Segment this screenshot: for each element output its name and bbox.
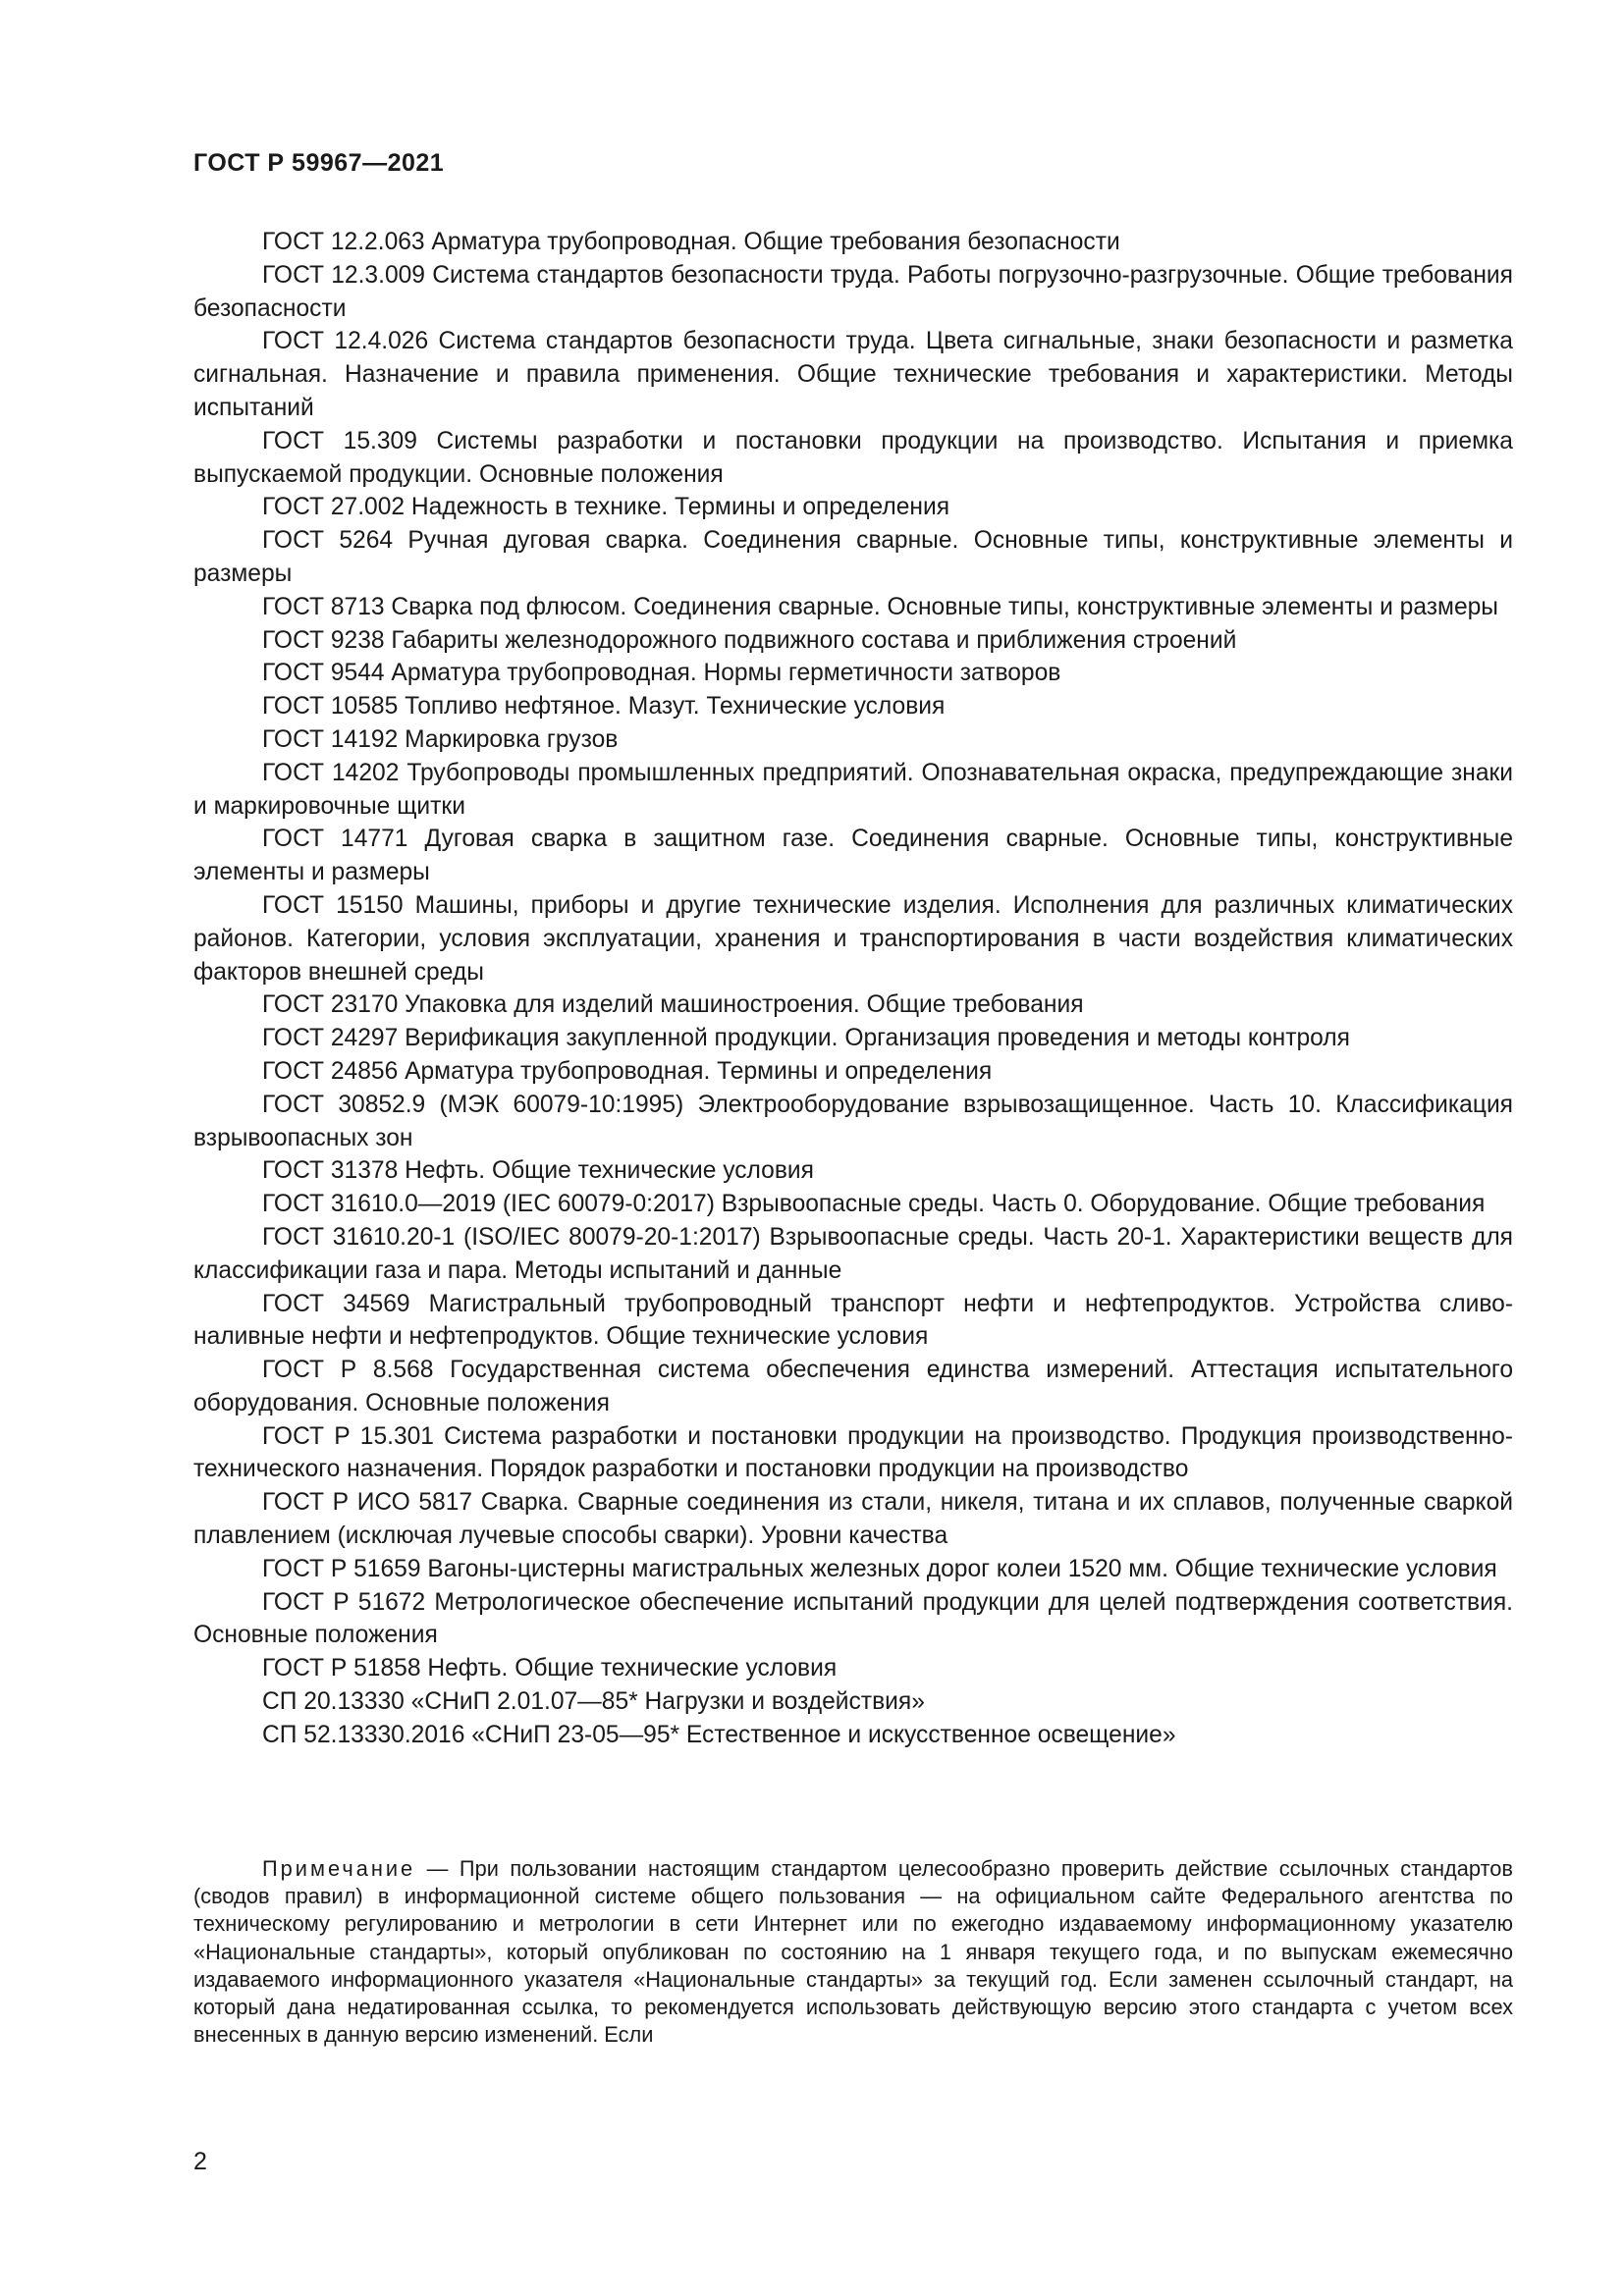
- reference-entry: ГОСТ 15.309 Системы разработки и постановки продукции на производство. Испытания и приемка выпускаемой продукции. Основные положения: [193, 427, 1513, 488]
- reference-entry: ГОСТ 14192 Маркировка грузов: [262, 725, 619, 753]
- reference-entry: ГОСТ Р 15.301 Система разработки и постановки продукции на производство. Продукция производственно-технического назначения. Порядок разработки и постановки продукции на производство: [193, 1422, 1513, 1483]
- reference-entry: ГОСТ 31610.20-1 (ISO/IEC 80079-20-1:2017) Взрывоопасные среды. Часть 20-1. Характеристики веществ для классификации газа и пара. Методы испытаний и данные: [193, 1223, 1513, 1284]
- reference-entry: ГОСТ 12.3.009 Система стандартов безопасности труда. Работы погрузочно-разгрузочные. Общие требования безопасности: [193, 261, 1513, 322]
- reference-entry: ГОСТ Р 51659 Вагоны-цистерны магистральных железных дорог колеи 1520 мм. Общие технические условия: [262, 1555, 1497, 1582]
- reference-entry: ГОСТ Р 51672 Метрологическое обеспечение испытаний продукции для целей подтверждения соответствия. Основные положения: [193, 1588, 1513, 1649]
- reference-entry: ГОСТ 31610.0—2019 (IEC 60079-0:2017) Взрывоопасные среды. Часть 0. Оборудование. Общие требования: [262, 1191, 1486, 1218]
- reference-entry: ГОСТ 9238 Габариты железнодорожного подвижного состава и приближения строений: [262, 626, 1237, 654]
- reference-entry: ГОСТ 15150 Машины, приборы и другие технические изделия. Исполнения для различных климатических районов. Категории, условия эксплуатации, хранения и транспортирования в части воздействия климатических факторов внешней среды: [193, 891, 1513, 986]
- reference-entry: ГОСТ 14771 Дуговая сварка в защитном газе. Соединения сварные. Основные типы, конструктивные элементы и размеры: [193, 826, 1513, 886]
- reference-entry: СП 20.13330 «СНиП 2.01.07—85* Нагрузки и воздействия»: [262, 1688, 925, 1716]
- reference-entry: ГОСТ 31378 Нефть. Общие технические условия: [262, 1157, 814, 1185]
- reference-entry: ГОСТ 23170 Упаковка для изделий машиностроения. Общие требования: [262, 991, 1084, 1019]
- reference-entry: ГОСТ 34569 Магистральный трубопроводный транспорт нефти и нефтепродуктов. Устройства сливо-наливные нефти и нефтепродуктов. Общие технические условия: [193, 1290, 1513, 1351]
- reference-entry: ГОСТ Р 51858 Нефть. Общие технические условия: [262, 1655, 838, 1682]
- note-label: Примечание: [262, 1856, 416, 1881]
- reference-entry: ГОСТ 14202 Трубопроводы промышленных предприятий. Опознавательная окраска, предупреждающие знаки и маркировочные щитки: [193, 759, 1513, 820]
- reference-entry: ГОСТ 24297 Верификация закупленной продукции. Организация проведения и методы контроля: [262, 1025, 1350, 1052]
- reference-entry: СП 52.13330.2016 «СНиП 23-05—95* Естественное и искусственное освещение»: [262, 1721, 1176, 1748]
- reference-entry: ГОСТ 8713 Сварка под флюсом. Соединения сварные. Основные типы, конструктивные элементы и размеры: [262, 593, 1498, 620]
- note-text: — При пользовании настоящим стандартом целесообразно проверить действие ссылочных стандартов (сводов правил) в информационной системе общего пользования — на официальном сайте Федерального агентства по техническому регулированию и метрологии в сети Интернет или по ежегодно издаваемому информационному указателю «Национальные стандарты», который опубликован по состоянию на 1 января текущего года, и по выпускам ежемесячно издаваемого информационного указателя «Национальные стандарты» за текущий год. Если заменен ссылочный стандарт, на который дана недатированная ссылка, то рекомендуется использовать действующую версию этого стандарта с учетом всех внесенных в данную версию изменений. Если: [193, 1856, 1513, 2048]
- reference-entry: ГОСТ 9544 Арматура трубопроводная. Нормы герметичности затворов: [262, 660, 1061, 687]
- reference-entry: ГОСТ Р 8.568 Государственная система обеспечения единства измерений. Аттестация испытательного оборудования. Основные положения: [193, 1357, 1513, 1416]
- reference-entry: ГОСТ 10585 Топливо нефтяное. Мазут. Технические условия: [262, 693, 946, 721]
- page-number: 2: [193, 2148, 207, 2175]
- note-paragraph: [193, 1855, 1513, 2049]
- reference-entry: ГОСТ 30852.9 (МЭК 60079-10:1995) Электрооборудование взрывозащищенное. Часть 10. Классификация взрывоопасных зон: [193, 1091, 1513, 1151]
- reference-entry: ГОСТ 24856 Арматура трубопроводная. Термины и определения: [262, 1057, 993, 1085]
- reference-entry: ГОСТ 12.2.063 Арматура трубопроводная. Общие требования безопасности: [262, 229, 1120, 255]
- reference-entry: ГОСТ 12.4.026 Система стандартов безопасности труда. Цвета сигнальные, знаки безопасности и разметка сигнальная. Назначение и правила применения. Общие технические требования и характеристики. Методы испытаний: [193, 328, 1513, 421]
- normative-references-list: [193, 226, 1513, 1752]
- reference-entry: ГОСТ 27.002 Надежность в технике. Термины и определения: [262, 494, 950, 521]
- document-designation: ГОСТ Р 59967—2021: [193, 149, 445, 177]
- reference-entry: ГОСТ Р ИСО 5817 Сварка. Сварные соединения из стали, никеля, титана и их сплавов, полученные сваркой плавлением (исключая лучевые способы сварки). Уровни качества: [193, 1489, 1513, 1550]
- note-block: [193, 1855, 1513, 2049]
- reference-entry: ГОСТ 5264 Ручная дуговая сварка. Соединения сварные. Основные типы, конструктивные элементы и размеры: [193, 527, 1513, 587]
